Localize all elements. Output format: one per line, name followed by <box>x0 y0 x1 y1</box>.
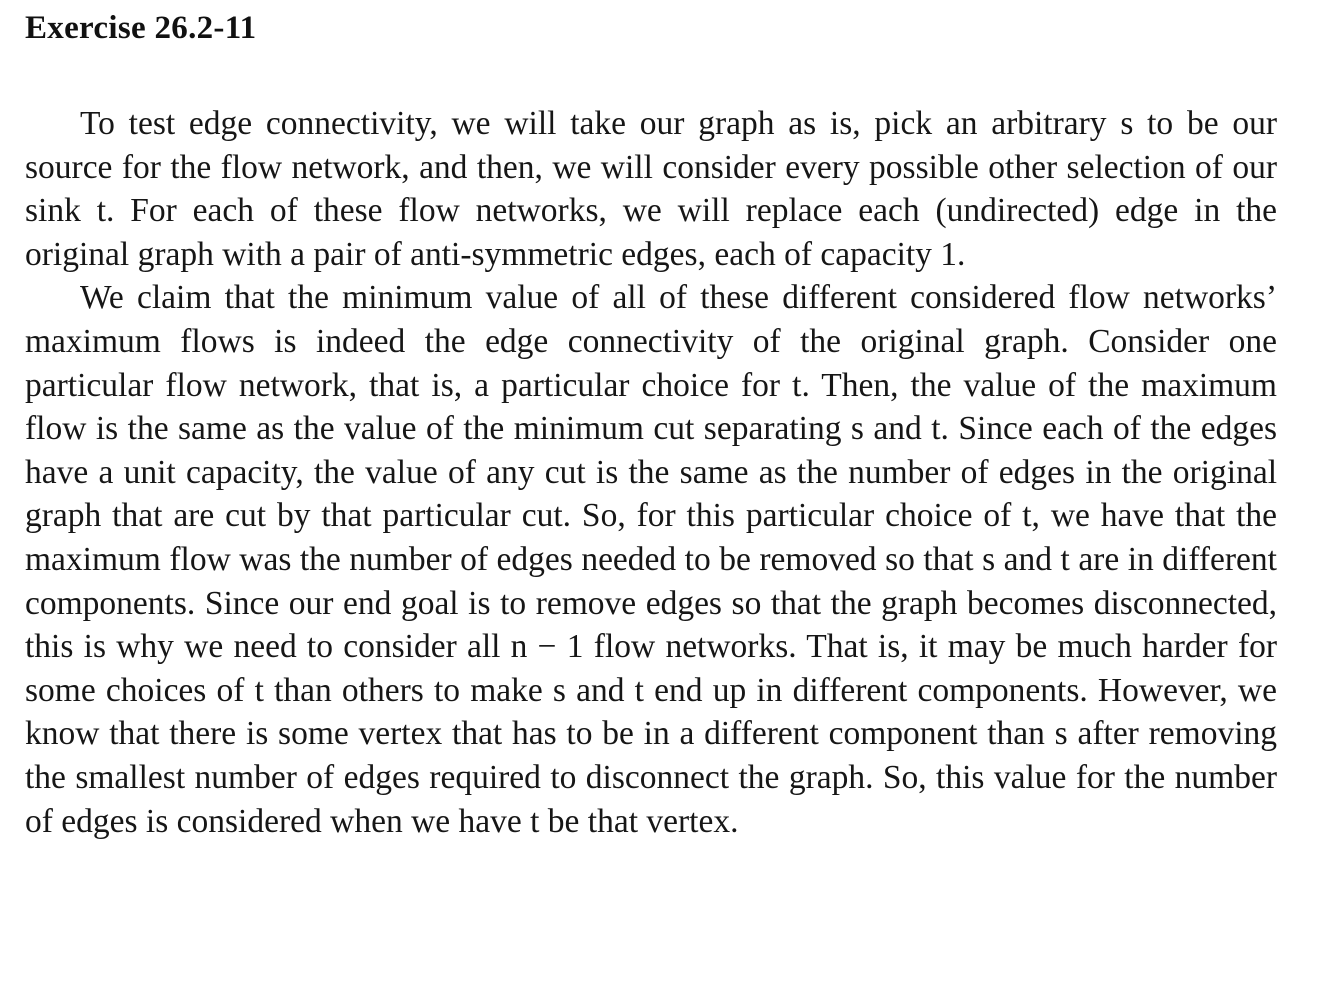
paragraph-1: To test edge connectivity, we will take our graph as is, pick an arbitrary s to be our source for the flow network, and then, we will consider every possible other selection of our sink t. For each of these flow networks, we will replace each (undirected) edge in the original graph with a pair of anti-symmetric edges, each of capacity 1. <box>25 105 1277 273</box>
paragraph-2: We claim that the minimum value of all of these different considered flow networks’ maximum flows is indeed the edge connectivity of the original graph. Consider one particular flow network, that is, a particular choice for t. Then, the value of the maximum flow is the same as the value of the minimum cut separating s and t. Since each of the edges have a unit capacity, the value of any cut is the same as the number of edges in the original graph that are cut by that particular cut. So, for this particular choice of t, we have that the maximum flow was the number of edges needed to be removed so that s and t are in different components. Since our end goal is to remove edges so that the graph becomes disconnected, this is why we need to consider all n − 1 flow networks. That is, it may be much harder for some choices of t than others to make s and t end up in different components. However, we know that there is some vertex that has to be in a different component than s after removing the smallest number of edges required to disconnect the graph. So, this value for the number of edges is considered when we have t be that vertex. <box>25 279 1277 840</box>
exercise-heading: Exercise 26.2-11 <box>25 10 257 46</box>
document-page <box>25 0 1277 843</box>
